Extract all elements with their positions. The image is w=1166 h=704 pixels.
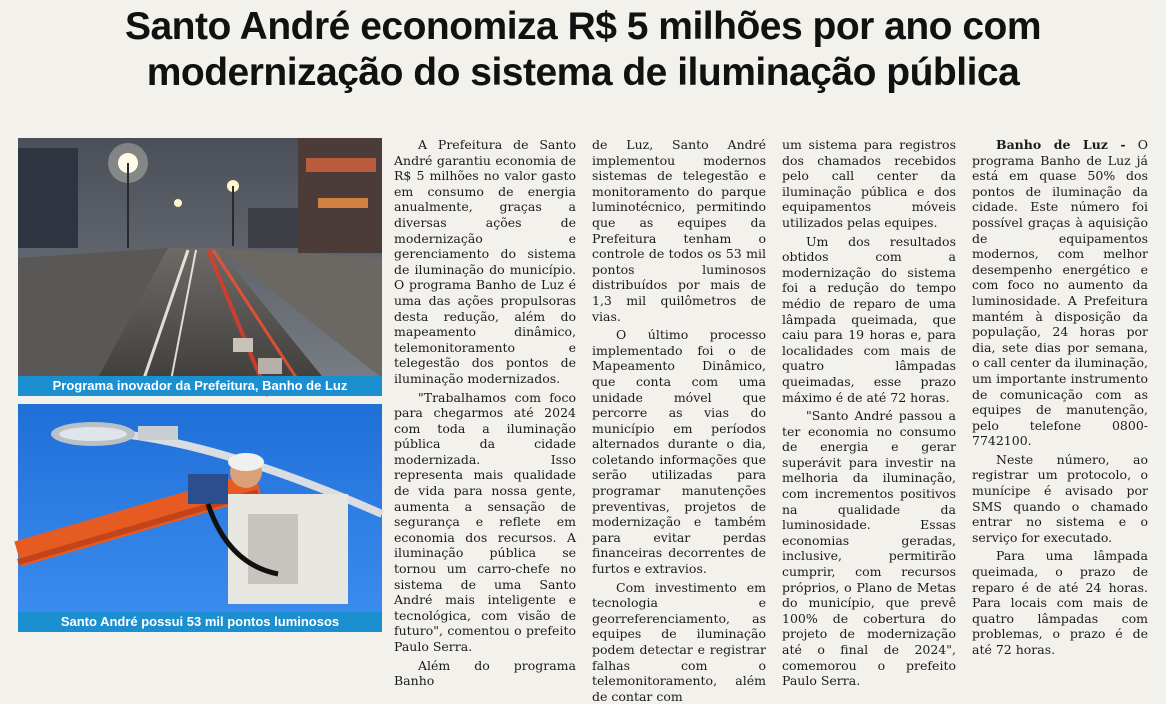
photo-highway-night	[18, 138, 382, 396]
paragraph: Para uma lâmpada queimada, o prazo de reparo é de até 24 horas. Para locais com mais de quatro lâmpadas com problemas, o prazo é de até 72 horas.	[972, 548, 1148, 657]
paragraph: O último processo implementado foi o de Mapeamento Dinâmico, que conta com uma unidade móvel que percorre as vias do município em períodos alternados durante o dia, coletando informações que serão utilizadas para programar manutenções preventivas, projetos de modernização e também para evitar perdas financeiras decorrentes de furtos e extravios.	[592, 327, 766, 577]
paragraph: A Prefeitura de Santo André garantiu economia de R$ 5 milhões no valor gasto em consumo de energia anualmente, graças a diversas ações de modernização e gerenciamento do sistema de iluminação do município. O programa Banho de Luz é uma das ações propulsoras desta redução, além do mapeamento dinâmico, telemonitoramento e telegestão dos pontos de iluminação modernizados.	[394, 137, 576, 386]
photo-lamp-worker	[18, 404, 382, 632]
article-column-3	[782, 137, 956, 689]
paragraph: Um dos resultados obtidos com a modernização do sistema foi a redução do tempo médio de reparo de uma lâmpada queimada, que caiu para 19 horas e, para localidades com mais de quatro lâmpadas queimadas, esse prazo máximo é de até 72 horas.	[782, 233, 956, 405]
article-column-4	[972, 137, 1148, 657]
photo-caption-1: Programa inovador da Prefeitura, Banho de Luz	[18, 376, 382, 396]
headline	[0, 4, 1166, 96]
paragraph	[972, 137, 1148, 449]
article-column-1	[394, 137, 576, 689]
article-column-2	[592, 137, 766, 704]
paragraph: "Trabalhamos com foco para chegarmos até 2024 com toda a iluminação pública da cidade modernizada. Isso representa mais qualidade de vida para nossa gente, aumenta a sensação de segurança e reflete em economia dos recursos. A iluminação pública se tornou um carro-chefe no sistema de uma Santo André mais inteligente e tecnológica, com visão de futuro", comentou o prefeito Paulo Serra.	[394, 389, 576, 654]
paragraph: Com investimento em tecnologia e georreferenciamento, as equipes de iluminação podem detectar e registrar falhas com o telemonitoramento, além de contar com	[592, 579, 766, 704]
photo-caption-2: Santo André possui 53 mil pontos luminosos	[18, 612, 382, 632]
lamp-worker-image	[18, 404, 382, 632]
highway-night-image	[18, 138, 382, 396]
paragraph: Neste número, ao registrar um protocolo, o munícipe é avisado por SMS quando o chamado entrar no sistema e o serviço for executado.	[972, 451, 1148, 545]
paragraph-text: O programa Banho de Luz já está em quase 50% dos pontos de iluminação da cidade. Este número foi possível graças à aquisição de equipamentos modernos, com melhor desempenho energético e com foco no aumento da luminosidade. A Prefeitura mantém à disposição da população, 24 horas por dia, sete dias por semana, o call center da iluminação, um importante instrumento de comunicação com as equipes de manutenção, pelo telefone 0800-7742100.	[972, 137, 1148, 449]
paragraph: "Santo André passou a ter economia no consumo de energia e gerar superávit para investir na melhoria da iluminação, com incrementos positivos na qualidade da luminosidade. Essas economias geradas, inclusive, permitirão cumprir, com recursos próprios, o Plano de Metas do município, que prevê 100% de cobertura do projeto de modernização até o final de 2024", comemorou o prefeito Paulo Serra.	[782, 408, 956, 689]
subheading: Banho de Luz -	[996, 137, 1126, 152]
headline-line-2: modernização do sistema de iluminação pública	[146, 51, 1020, 94]
headline-line-1: Santo André economiza R$ 5 milhões por ano com	[124, 5, 1042, 48]
paragraph: Além do programa Banho	[394, 657, 576, 689]
paragraph: de Luz, Santo André implementou modernos sistemas de telegestão e monitoramento do parque luminotécnico, permitindo que as equipes da Prefeitura tenham o controle de todos os 53 mil pontos luminosos distribuídos por mais de 1,3 mil quilômetros de vias.	[592, 137, 766, 324]
paragraph: um sistema para registros dos chamados recebidos pelo call center da iluminação pública e dos equipamentos móveis utilizados pelas equipes.	[782, 137, 956, 230]
